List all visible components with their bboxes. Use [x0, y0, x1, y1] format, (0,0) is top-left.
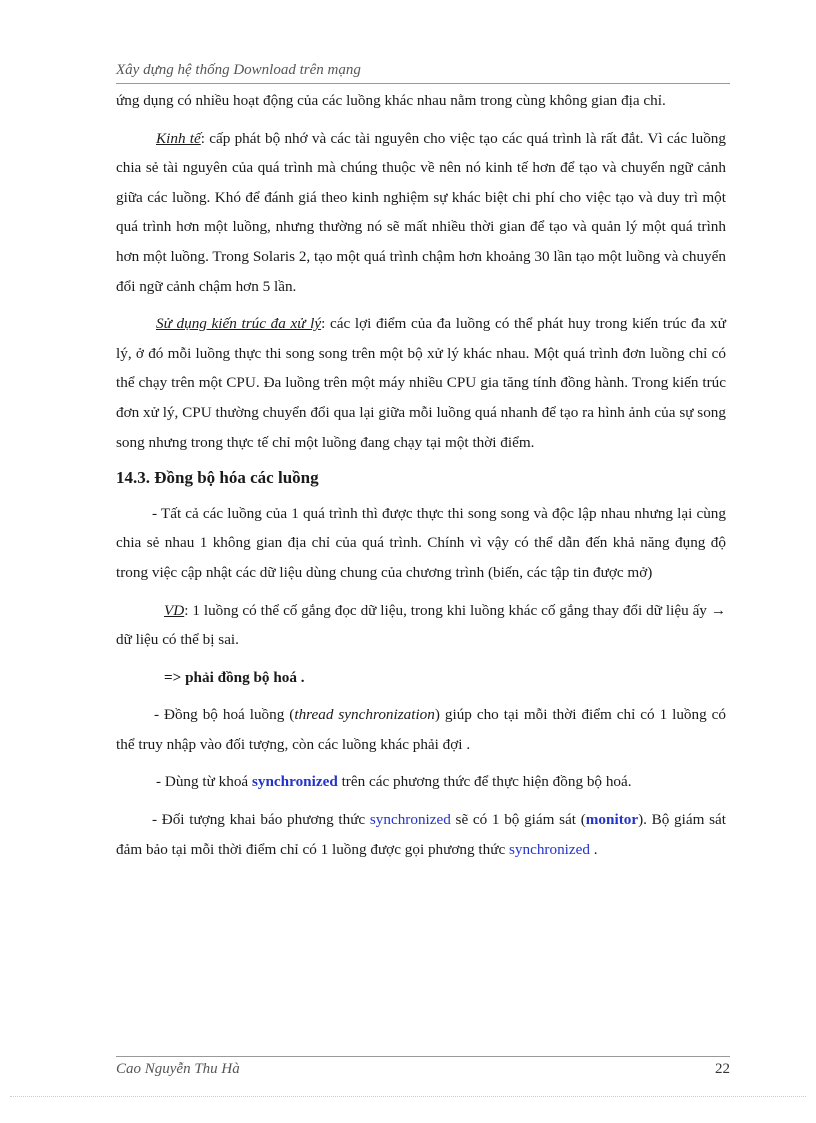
thread-sync-text-b: ) giúp cho tại mỗi thời điểm chỉ có 1 luồng có thể truy nhập vào đối tượng, còn các luồng khác phải đợi . [116, 706, 727, 753]
section-heading: 14.3. Đồng bộ hóa các luồng [116, 468, 319, 488]
page-bottom-edge [10, 1096, 806, 1097]
running-header: Xây dựng hệ thống Download trên mạng [116, 62, 361, 78]
paragraph-example [116, 596, 726, 655]
economy-text: : cấp phát bộ nhớ và các tài nguyên cho việc tạo các quá trình là rất đắt. Vì các luồng chia sẻ tài nguyên của quá trình mà chúng thuộc về nên nó kinh tế hơn để tạo và chuyển ngữ cảnh giữa các luồng. Khó để đánh giá theo kinh nghiệm sự khác biệt chi phí cho việc tạo và duy trì một quá trình hơn một luồng, nhưng thường nó sẽ mất nhiều thời gian để tạo và quản lý một quá trình hơn một luồng. Trong Solaris 2, tạo một quá trình chậm hơn khoảng 30 lần tạo một luồng và chuyển đổi ngữ cảnh chậm hơn 5 lần. [116, 129, 726, 295]
term-multiprocessor: Sử dụng kiến trúc đa xử lý [156, 315, 322, 333]
monitor-kw-synchronized-2: synchronized [508, 840, 590, 858]
monitor-kw-monitor: monitor [585, 811, 639, 829]
term-example: VD [164, 601, 185, 619]
bullet-thread-sync [116, 700, 726, 759]
arrow-icon: → [710, 601, 726, 619]
example-text: : 1 luồng có thể cố gắng đọc dữ liệu, trong khi luồng khác cố gắng thay đổi dữ liệu ấy [184, 601, 711, 619]
example-end: dữ liệu có thể bị sai. [116, 631, 239, 649]
thread-sync-text-a: - Đồng bộ hoá luồng ( [154, 706, 295, 724]
monitor-text-c: ). Bộ giám sát đảm bảo tại mỗi thời điểm chỉ có 1 luồng được gọi phương thức [116, 811, 726, 858]
monitor-text-a: - Đối tượng khai báo phương thức [152, 811, 370, 829]
term-economy: Kinh tế [156, 129, 201, 147]
bullet-shared-address: - Tất cả các luồng của 1 quá trình thì được thực thi song song và độc lập nhau nhưng lại cùng chia sẻ nhau 1 không gian địa chỉ của quá trình. Chính vì vậy có thể dẫn đến khả năng đụng độ trong việc cập nhật các dữ liệu dùng chung của chương trình (biến, các tập tin được mở) [116, 504, 726, 581]
conclusion-line: => phải đồng bộ hoá . [164, 668, 305, 686]
bullet-monitor [116, 805, 726, 864]
page-number: 22 [715, 1061, 730, 1077]
page-content [116, 86, 726, 864]
keyword-text-a: - Dùng từ khoá [156, 773, 252, 791]
multiprocessor-text: : các lợi điểm của đa luồng có thể phát huy trong kiến trúc đa xử lý, ở đó mỗi luồng thực thi song song trên một bộ xử lý khác nhau. Một quá trình đơn luồng chỉ có thể chạy trên một CPU. Đa luồng trên một máy nhiều CPU gia tăng tính đồng hành. Trong kiến trúc đơn xử lý, CPU thường chuyển đổi qua lại giữa mỗi luồng quá nhanh để tạo ra hình ảnh của sự song song nhưng trong thực tế chỉ một luồng đang chạy tại một thời điểm. [116, 315, 726, 451]
paragraph-multiprocessor [116, 309, 726, 457]
keyword-synchronized: synchronized [251, 773, 338, 791]
thread-sync-term: thread synchronization [294, 706, 435, 724]
footer-divider [116, 1056, 730, 1057]
keyword-text-b: trên các phương thức để thực hiện đồng bộ hoá. [337, 773, 632, 791]
paragraph-continuation: ứng dụng có nhiều hoạt động của các luồng khác nhau nằm trong cùng không gian địa chỉ. [116, 92, 666, 109]
footer-author: Cao Nguyễn Thu Hà [116, 1061, 240, 1077]
monitor-text-b: sẽ có 1 bộ giám sát ( [450, 811, 586, 829]
bullet-keyword [116, 767, 726, 797]
monitor-text-d: . [589, 840, 598, 858]
monitor-kw-synchronized-1: synchronized [369, 811, 451, 829]
paragraph-economy [116, 124, 726, 302]
header-divider [116, 83, 730, 84]
